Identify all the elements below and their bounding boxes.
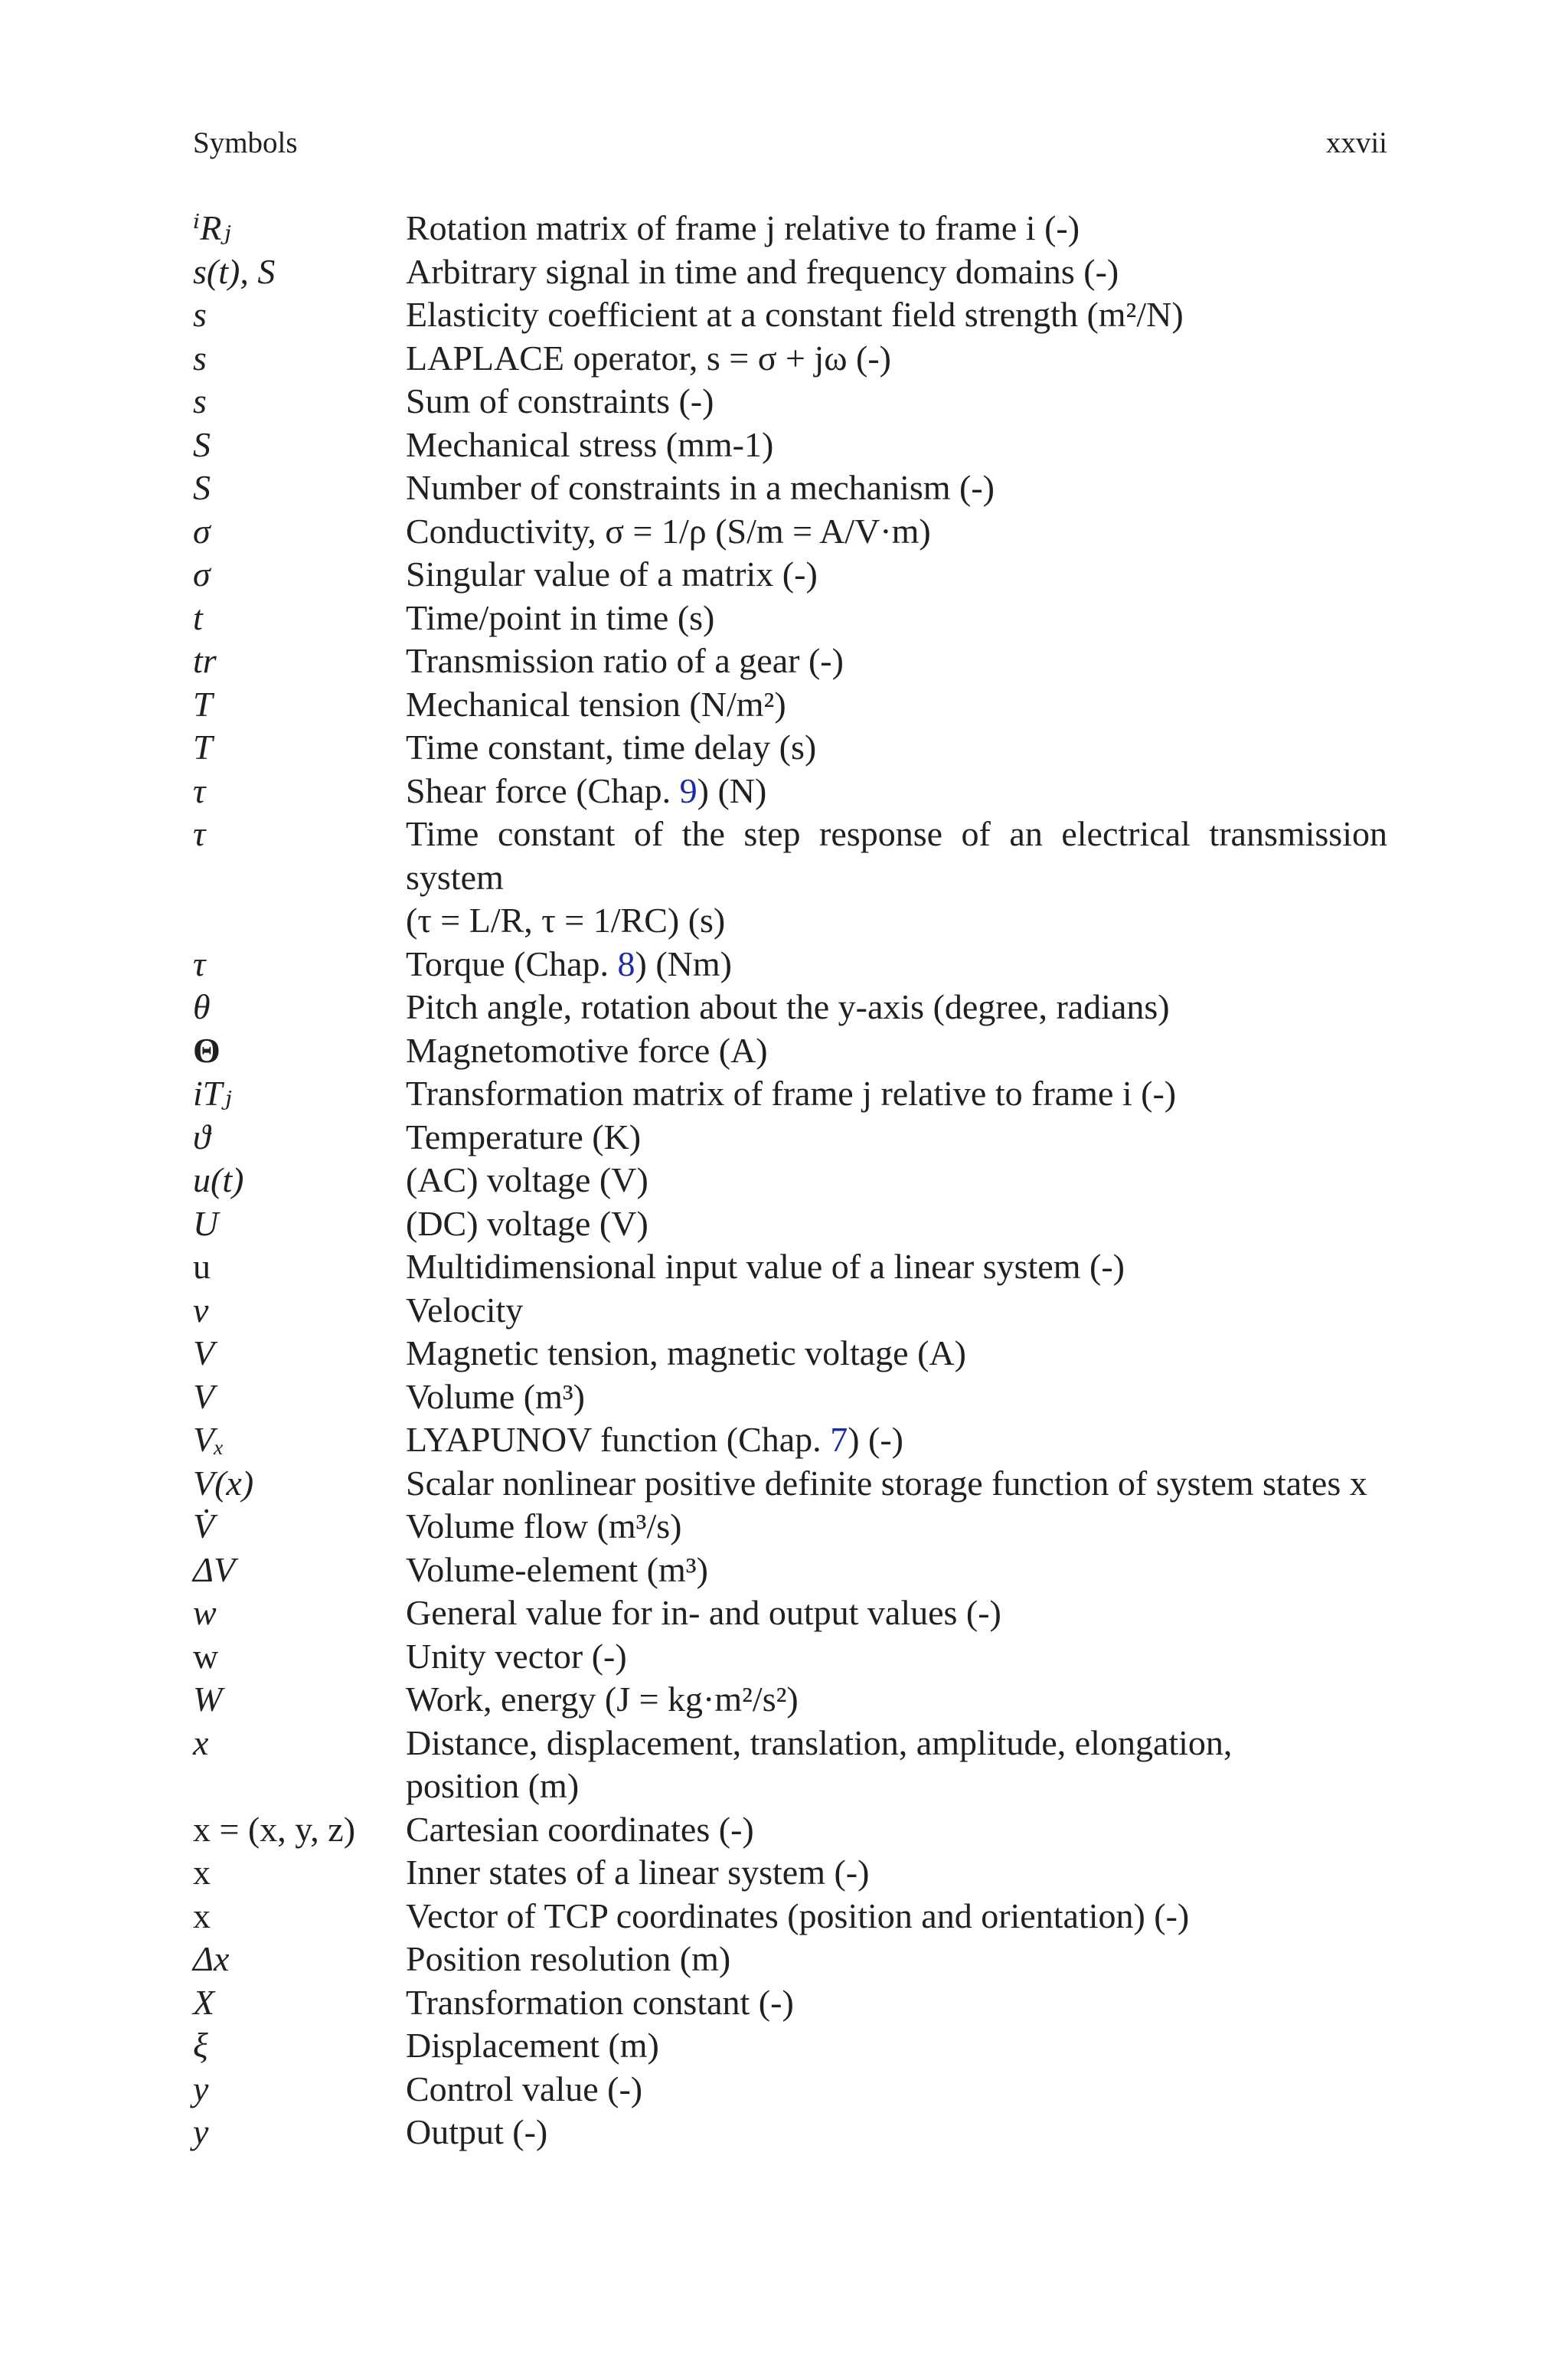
description-text: ) (Nm): [635, 944, 733, 983]
symbol-description: General value for in- and output values (-): [406, 1593, 1001, 1632]
symbol-entry: [193, 1159, 1387, 1202]
chapter-link[interactable]: 7: [830, 1420, 848, 1459]
symbol-entry: [193, 1851, 1387, 1895]
symbol-description: Scalar nonlinear positive definite storage function of system states x: [406, 1463, 1367, 1503]
symbol-description: Volume-element (m³): [406, 1549, 708, 1589]
symbol-description: (AC) voltage (V): [406, 1160, 648, 1199]
symbol: tr: [193, 641, 217, 680]
symbol: w: [193, 1636, 219, 1676]
symbol-entry: [193, 1505, 1387, 1549]
symbol: ⁱRⱼ: [193, 208, 231, 247]
symbol: ΔV: [193, 1549, 236, 1589]
symbol-entry: [193, 639, 1387, 683]
symbol: V(x): [193, 1463, 254, 1503]
symbol-entry: [193, 250, 1387, 294]
symbol-description: Output (-): [406, 2112, 548, 2151]
symbol-description: (τ = L/R, τ = 1/RC) (s): [406, 901, 726, 940]
symbol: y: [193, 2069, 209, 2108]
symbol-description: Magnetomotive force (A): [406, 1030, 768, 1070]
description-text: Torque (Chap.: [406, 944, 618, 983]
symbol-description: Time/point in time (s): [406, 597, 715, 637]
symbol: [193, 899, 406, 943]
symbol: u: [193, 1247, 211, 1286]
symbol-entry: [193, 1375, 1387, 1419]
symbol-description: Cartesian coordinates (-): [406, 1809, 754, 1849]
symbol-description: Transformation matrix of frame j relative to frame i (-): [406, 1074, 1177, 1113]
symbol-entry: [193, 1289, 1387, 1333]
symbol: x: [193, 1896, 211, 1935]
symbol-entry: [193, 1591, 1387, 1635]
symbol-description: LAPLACE operator, s = σ + jω (-): [406, 338, 892, 378]
symbol-entry: [193, 943, 1387, 986]
symbol: V̇: [193, 1506, 215, 1546]
symbol-entry: [193, 1116, 1387, 1160]
symbol-description: Mechanical tension (N/m²): [406, 684, 786, 724]
symbol-description: Vector of TCP coordinates (position and orientation) (-): [406, 1896, 1190, 1935]
symbol-description: Temperature (K): [406, 1117, 642, 1156]
symbol: T: [193, 684, 213, 724]
symbol-description: Magnetic tension, magnetic voltage (A): [406, 1333, 966, 1372]
symbol: s(t), S: [193, 251, 276, 291]
symbol-entry: [193, 424, 1387, 467]
symbol-entry: [193, 2024, 1387, 2068]
section-title: Symbols: [193, 126, 298, 159]
symbol-entry: [193, 207, 1387, 250]
symbol-entry: [193, 1332, 1387, 1375]
symbol: t: [193, 597, 203, 637]
symbol-description: Time constant of the step response of an electrical transmission system: [406, 814, 1387, 897]
symbol-description: [406, 770, 1387, 813]
symbol-description: Inner states of a linear system (-): [406, 1853, 870, 1892]
symbol: s: [193, 338, 207, 378]
symbol-entry: [193, 2111, 1387, 2154]
symbol-entry: [193, 597, 1387, 640]
symbol-description: Transmission ratio of a gear (-): [406, 641, 844, 680]
symbol: Δx: [193, 1939, 230, 1978]
symbol-entry: [193, 1722, 1387, 1765]
symbol: X: [193, 1982, 215, 2022]
symbol-description: Number of constraints in a mechanism (-): [406, 468, 995, 507]
symbol: u(t): [193, 1160, 244, 1199]
description-text: Shear force (Chap.: [406, 770, 680, 810]
symbol-description: Arbitrary signal in time and frequency domains (-): [406, 251, 1119, 291]
symbol-entry: [193, 1635, 1387, 1679]
symbol: W: [193, 1680, 223, 1719]
symbol: τ: [193, 944, 206, 983]
symbol-entry: [193, 1765, 1387, 1808]
symbol-entry: [193, 1462, 1387, 1506]
symbol-description: Distance, displacement, translation, amplitude, elongation,: [406, 1722, 1233, 1762]
symbol-description: Position resolution (m): [406, 1939, 731, 1978]
symbol-entry: [193, 1895, 1387, 1938]
symbol-entry: [193, 1981, 1387, 2025]
symbol-description: Displacement (m): [406, 2026, 659, 2065]
symbol-description: Volume (m³): [406, 1376, 585, 1416]
symbol-entry: [193, 1245, 1387, 1289]
symbol-entry: [193, 1938, 1387, 1981]
symbol: s: [193, 295, 207, 334]
symbol-entry: [193, 380, 1387, 424]
symbol-entry: [193, 1029, 1387, 1073]
symbol-entry: [193, 1808, 1387, 1852]
page-number: xxvii: [1325, 126, 1387, 159]
symbol-entry: [193, 1678, 1387, 1722]
symbol-description: Control value (-): [406, 2069, 643, 2108]
symbol-entry: [193, 813, 1387, 899]
symbol: [193, 1765, 406, 1808]
symbol-description: Sum of constraints (-): [406, 381, 714, 420]
symbol-description: Elasticity coefficient at a constant field strength (m²/N): [406, 295, 1184, 334]
symbol-entry: [193, 986, 1387, 1029]
description-text: LYAPUNOV function (Chap.: [406, 1420, 831, 1459]
running-header: [193, 126, 1387, 168]
symbol-description: Multidimensional input value of a linear system (-): [406, 1247, 1125, 1286]
chapter-link[interactable]: 9: [679, 770, 697, 810]
symbol: θ: [193, 987, 211, 1026]
symbol-list: [193, 207, 1387, 2154]
symbol-description: Unity vector (-): [406, 1636, 627, 1676]
symbol: y: [193, 2112, 209, 2151]
symbol: v: [193, 1290, 209, 1330]
symbol: Vₓ: [193, 1420, 225, 1459]
symbol: ξ: [193, 2026, 208, 2065]
symbol-entry: [193, 510, 1387, 554]
symbol: w: [193, 1593, 217, 1632]
symbol-description: [406, 1418, 1387, 1462]
symbol-entry: [193, 1072, 1387, 1116]
chapter-link[interactable]: 8: [617, 944, 635, 983]
symbol-description: [406, 943, 1387, 986]
symbol-description: Velocity: [406, 1290, 524, 1330]
symbol-description: Rotation matrix of frame j relative to frame i (-): [406, 208, 1080, 247]
symbol-description: (DC) voltage (V): [406, 1203, 648, 1243]
symbol: x: [193, 1853, 211, 1892]
symbol-description: Work, energy (J = kg·m²/s²): [406, 1680, 799, 1719]
symbol: σ: [193, 554, 211, 594]
symbol-entry: [193, 553, 1387, 597]
symbol-description: Singular value of a matrix (-): [406, 554, 818, 594]
symbol: x = (x, y, z): [193, 1809, 356, 1849]
symbol-entry: [193, 337, 1387, 381]
symbol-description: Transformation constant (-): [406, 1982, 794, 2022]
symbol: V: [193, 1333, 215, 1372]
symbol-entry: [193, 770, 1387, 813]
symbol-description: Conductivity, σ = 1/ρ (S/m = A/V·m): [406, 511, 931, 551]
symbol-description: Volume flow (m³/s): [406, 1506, 682, 1546]
symbol: τ: [193, 814, 206, 853]
symbol: τ: [193, 770, 206, 810]
symbol-description: Mechanical stress (mm-1): [406, 424, 774, 464]
symbol-description: Pitch angle, rotation about the y-axis (degree, radians): [406, 987, 1170, 1026]
symbol-entry: [193, 899, 1387, 943]
symbol: s: [193, 381, 207, 420]
symbol: S: [193, 468, 211, 507]
description-text: ) (-): [848, 1420, 903, 1459]
symbol-description: Time constant, time delay (s): [406, 728, 817, 767]
symbol-description: position (m): [406, 1766, 580, 1805]
symbol: V: [193, 1376, 215, 1416]
description-text: ) (N): [697, 770, 767, 810]
symbol: U: [193, 1203, 219, 1243]
symbol: T: [193, 728, 213, 767]
symbol-entry: [193, 726, 1387, 770]
symbol-entry: [193, 1202, 1387, 1246]
symbol-entry: [193, 466, 1387, 510]
symbol-entry: [193, 1418, 1387, 1462]
symbol-entry: [193, 1549, 1387, 1592]
symbol-entry: [193, 683, 1387, 727]
symbol: Θ: [193, 1030, 220, 1070]
symbol-entry: [193, 293, 1387, 337]
symbol: ϑ: [193, 1117, 211, 1156]
symbol: x: [193, 1722, 209, 1762]
symbol: iTⱼ: [193, 1074, 232, 1113]
symbol: σ: [193, 511, 211, 551]
symbol-entry: [193, 2068, 1387, 2111]
symbol: S: [193, 424, 211, 464]
